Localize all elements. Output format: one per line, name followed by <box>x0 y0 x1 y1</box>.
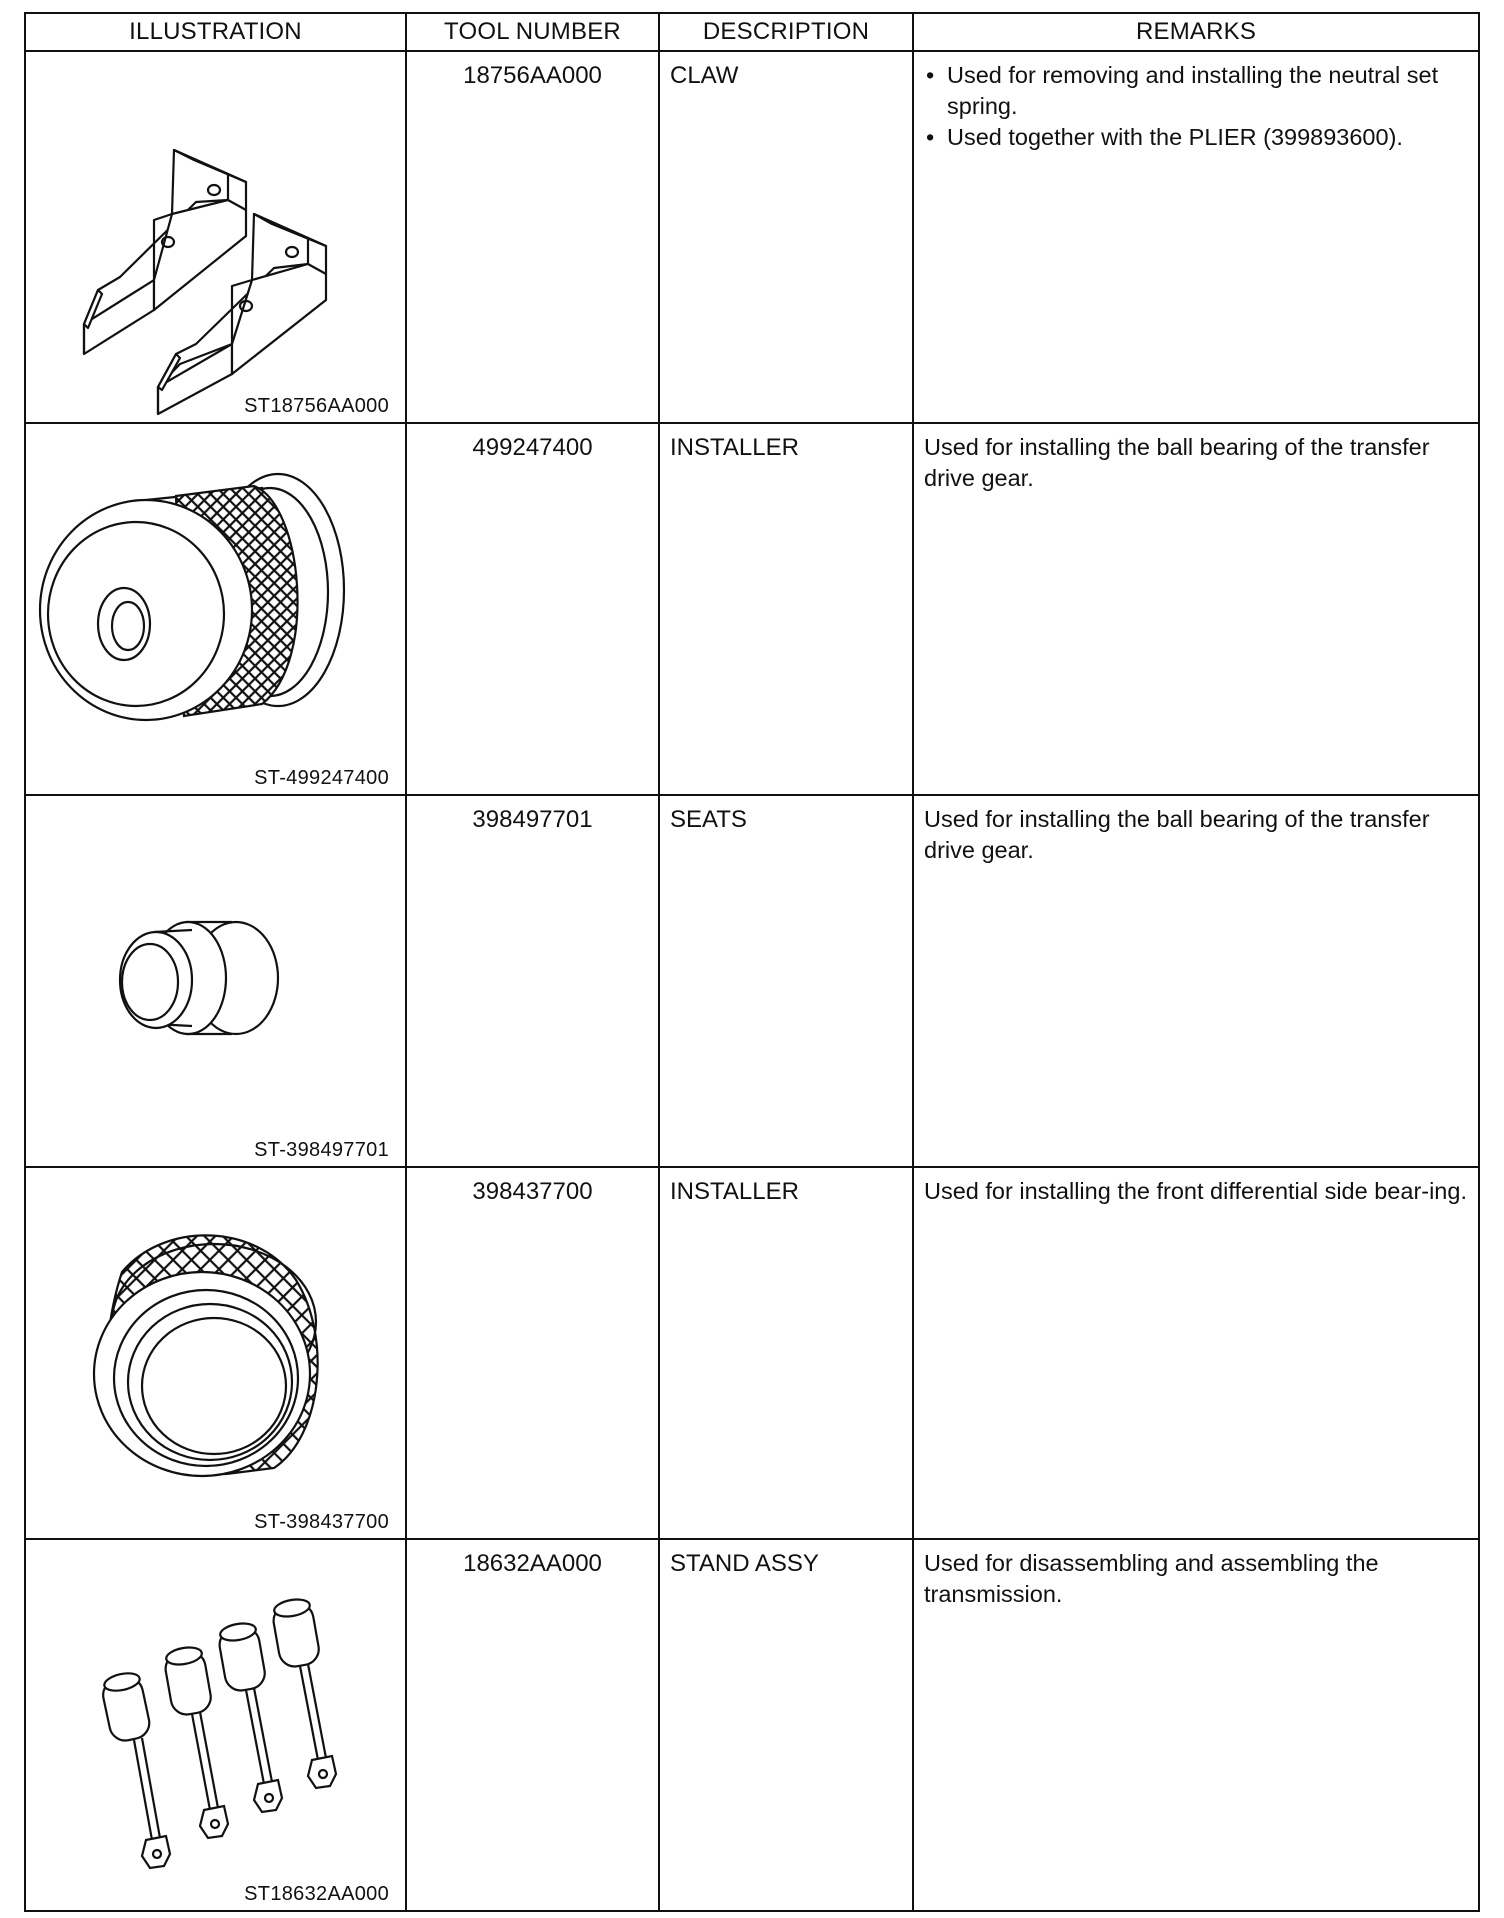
table-row <box>25 51 1479 423</box>
description-cell: INSTALLER <box>659 423 913 795</box>
remarks-text: Used for installing the ball bearing of the transfer drive gear. <box>924 806 1430 863</box>
special-tools-table <box>24 12 1480 1912</box>
tool-number-cell: 499247400 <box>406 423 659 795</box>
header-illustration: ILLUSTRATION <box>25 13 406 51</box>
table-row <box>25 795 1479 1167</box>
description-cell: SEATS <box>659 795 913 1167</box>
illustration-code: ST18756AA000 <box>244 395 389 417</box>
illustration-code: ST18632AA000 <box>244 1883 389 1905</box>
remarks-text: Used for disassembling and assembling the transmission. <box>924 1550 1379 1607</box>
description-cell: CLAW <box>659 51 913 423</box>
seats-illustration <box>26 796 407 1166</box>
description-cell: INSTALLER <box>659 1167 913 1539</box>
tool-number-cell: 18756AA000 <box>406 51 659 423</box>
remarks-cell <box>913 423 1479 795</box>
tool-number-cell: 398497701 <box>406 795 659 1167</box>
illustration-cell <box>25 1539 406 1911</box>
table-row <box>25 423 1479 795</box>
illustration-cell <box>25 51 406 423</box>
table-header-row <box>25 13 1479 51</box>
illustration-code: ST-398497701 <box>254 1139 389 1161</box>
remarks-list <box>924 60 1468 153</box>
table-row <box>25 1167 1479 1539</box>
header-description: DESCRIPTION <box>659 13 913 51</box>
description-cell: STAND ASSY <box>659 1539 913 1911</box>
stand-assy-illustration <box>26 1540 407 1910</box>
illustration-code: ST-499247400 <box>254 767 389 789</box>
table-row <box>25 1539 1479 1911</box>
header-remarks: REMARKS <box>913 13 1479 51</box>
stand-leg-2 <box>163 1645 228 1838</box>
remarks-cell <box>913 51 1479 423</box>
stand-leg-3 <box>217 1621 282 1812</box>
header-tool-number: TOOL NUMBER <box>406 13 659 51</box>
remarks-cell <box>913 1539 1479 1911</box>
remarks-item: • Used for removing and installing the neutral set spring. <box>924 60 1468 122</box>
illustration-cell <box>25 1167 406 1539</box>
stand-leg-4 <box>271 1597 336 1788</box>
special-tools-sheet <box>24 12 1480 1912</box>
tool-number-cell: 18632AA000 <box>406 1539 659 1911</box>
remarks-item: • Used together with the PLIER (399893600). <box>924 122 1468 153</box>
remarks-text: Used for installing the ball bearing of the transfer drive gear. <box>924 434 1430 491</box>
stand-leg-1 <box>100 1670 170 1868</box>
illustration-cell <box>25 795 406 1167</box>
remarks-cell <box>913 795 1479 1167</box>
installer-ring-illustration <box>26 1168 407 1538</box>
tool-number-cell: 398437700 <box>406 1167 659 1539</box>
remarks-text: Used for installing the front differential side bear-ing. <box>924 1178 1467 1204</box>
illustration-cell <box>25 423 406 795</box>
illustration-code: ST-398437700 <box>254 1511 389 1533</box>
installer-illustration <box>26 424 407 794</box>
claw-illustration <box>26 52 407 422</box>
remarks-cell <box>913 1167 1479 1539</box>
